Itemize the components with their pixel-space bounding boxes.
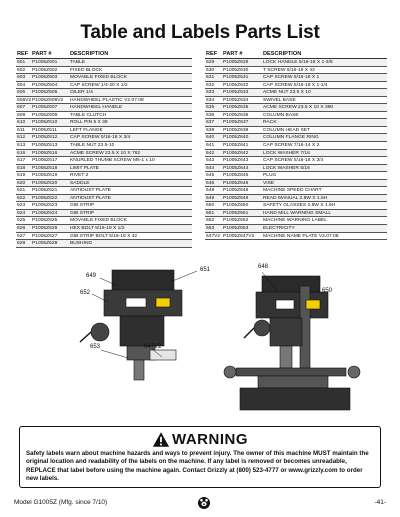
table-row xyxy=(205,195,387,203)
cell-ref: 613 xyxy=(17,143,26,149)
cell-part: P1005Z645 xyxy=(223,173,249,179)
cell-ref: 617 xyxy=(17,158,26,164)
cell-description: T SCREW 5/16-18 X 42 xyxy=(263,67,315,73)
cell-part: P1005Z642 xyxy=(223,150,249,156)
cell-part: P1005Z652 xyxy=(223,218,249,224)
machine-illustration xyxy=(0,262,400,420)
table-row xyxy=(16,240,192,248)
table-row xyxy=(205,225,387,233)
grizzly-bear-logo-icon xyxy=(198,497,210,509)
cell-part: P1005Z636 xyxy=(223,112,249,118)
cell-part: P1005Z616 xyxy=(32,150,58,156)
table-row xyxy=(16,119,192,127)
cell-part: P1005Z651 xyxy=(223,210,249,216)
cell-description: LOCK WASHER 7/16 xyxy=(263,150,310,156)
cell-description: ANTIDUST PLATE xyxy=(70,188,111,194)
cell-description: HEX BOLT 5/16-18 X 1/2 xyxy=(70,226,125,232)
cell-description: TABLE NUT 23.5-10 xyxy=(70,143,115,149)
cell-part: P1005Z640 xyxy=(223,135,249,141)
cell-ref: 640 xyxy=(206,135,215,141)
cell-description: GIB STRIP xyxy=(70,203,95,209)
cell-part: P1005Z621 xyxy=(32,188,58,194)
cell-description: BUSHING xyxy=(70,241,93,247)
cell-description: ACME NUT 23.5 X 10 xyxy=(263,90,311,96)
cell-part: P1005Z603 xyxy=(32,75,58,81)
cell-ref: 643 xyxy=(206,158,215,164)
cell-description: GIB STRIP xyxy=(70,210,95,216)
table-row xyxy=(16,74,192,82)
table-row xyxy=(16,233,192,241)
cell-part: P1005Z637 xyxy=(223,120,249,126)
cell-ref: 635 xyxy=(206,105,215,111)
cell-part: P1005Z625 xyxy=(32,218,58,224)
table-row xyxy=(205,157,387,165)
table-header xyxy=(205,50,387,58)
cell-part: P1005Z626 xyxy=(32,226,58,232)
table-row xyxy=(205,165,387,173)
table-row xyxy=(205,59,387,67)
cell-ref: 642 xyxy=(206,150,215,156)
table-row xyxy=(16,97,192,105)
header-part: PART # xyxy=(32,51,52,57)
cell-part: P1005Z650 xyxy=(223,203,249,209)
table-row xyxy=(16,157,192,165)
cell-description: COLUMN BASE xyxy=(263,112,299,118)
cell-ref: 630 xyxy=(206,67,215,73)
footer-page-number: -41- xyxy=(374,499,386,506)
cell-part: P1005Z633 xyxy=(223,90,249,96)
cell-ref: 638 xyxy=(206,127,215,133)
cell-ref: 652 xyxy=(206,218,215,224)
table-row xyxy=(16,150,192,158)
cell-part: P1005Z601 xyxy=(32,60,58,65)
cell-part: P1005Z624 xyxy=(32,210,58,216)
cell-description: RACK xyxy=(263,120,277,126)
footer-model: Model G1005Z (Mfg. since 7/10) xyxy=(14,499,108,506)
cell-description: ELECTRICITY xyxy=(263,226,295,232)
cell-ref: 609 xyxy=(17,112,26,118)
cell-description: MOVABLE FIXED BLOCK xyxy=(70,75,127,81)
cell-description: MACHINE NAME PLATE V2.07.08 xyxy=(263,233,339,239)
table-rows xyxy=(205,58,387,240)
table-row xyxy=(16,195,192,203)
cell-ref: 607 xyxy=(17,105,26,111)
cell-ref: 653 xyxy=(206,226,215,232)
cell-description: CAP SCREW 7/16-14 X 2 xyxy=(263,143,320,149)
cell-description: GIB STRIP BOLT 5/16-18 X 42 xyxy=(70,233,138,239)
cell-part: P1005Z634 xyxy=(223,97,249,103)
header-ref: REF xyxy=(206,51,218,57)
cell-part: P1005Z648 xyxy=(223,188,249,194)
table-header xyxy=(16,50,192,58)
cell-part: P1005Z646 xyxy=(223,180,249,186)
table-row xyxy=(205,202,387,210)
cell-description: SWIVEL BASE xyxy=(263,97,296,103)
cell-description: READ MANUAL 2.8W X 1.5H xyxy=(263,195,328,201)
cell-description: TABLE CLUTCH xyxy=(70,112,107,118)
cell-part: P1005Z606V2 xyxy=(32,97,64,103)
cell-ref: 627 xyxy=(17,233,26,239)
table-row xyxy=(205,187,387,195)
warning-box xyxy=(19,426,381,488)
cell-ref: 647V2 xyxy=(206,233,221,239)
table-row xyxy=(205,217,387,225)
cell-part: P1005Z638 xyxy=(223,127,249,133)
table-row xyxy=(16,82,192,90)
table-row xyxy=(16,142,192,150)
table-row xyxy=(205,134,387,142)
table-row xyxy=(16,202,192,210)
cell-ref: 601 xyxy=(17,60,26,65)
cell-ref: 602 xyxy=(17,67,26,73)
cell-description: SAFETY GLASSES 2.8W X 1.5H xyxy=(263,203,336,209)
page-title: Table and Labels Parts List xyxy=(80,22,320,43)
table-row xyxy=(16,67,192,75)
cell-part: P1005Z631 xyxy=(223,75,249,81)
cell-part: P1005Z609 xyxy=(32,112,58,118)
cell-ref: 611 xyxy=(17,127,25,133)
header-part: PART # xyxy=(223,51,243,57)
table-row xyxy=(205,104,387,112)
cell-ref: 620 xyxy=(17,180,26,186)
table-row xyxy=(16,127,192,135)
cell-part: P1005Z628 xyxy=(32,241,58,247)
callout-653: 653 xyxy=(90,344,101,350)
table-row xyxy=(16,134,192,142)
cell-description: CAP SCREW 1/4-20 X 1/2 xyxy=(70,82,128,88)
cell-ref: 605 xyxy=(17,90,26,96)
cell-description: RIVET 2 xyxy=(70,173,89,179)
table-row xyxy=(16,172,192,180)
cell-description: TABLE xyxy=(70,60,86,65)
table-row xyxy=(205,233,387,241)
cell-part: P1005Z610 xyxy=(32,120,58,126)
table-row xyxy=(205,97,387,105)
machine-diagram xyxy=(0,262,400,420)
table-row xyxy=(205,74,387,82)
cell-part: P1005Z629 xyxy=(223,60,249,65)
cell-part: P1005Z644 xyxy=(223,165,249,171)
callout-649: 649 xyxy=(86,273,97,279)
table-row xyxy=(16,217,192,225)
callout-647v2: 647V2 xyxy=(144,344,162,350)
table-row xyxy=(205,210,387,218)
table-row xyxy=(205,142,387,150)
cell-ref: 606V2 xyxy=(17,97,32,103)
cell-ref: 641 xyxy=(206,143,215,149)
cell-ref: 628 xyxy=(17,241,26,247)
cell-description: SADDLE xyxy=(70,180,90,186)
header-ref: REF xyxy=(17,51,29,57)
cell-ref: 604 xyxy=(17,82,26,88)
cell-ref: 634 xyxy=(206,97,215,103)
cell-part: P1005Z602 xyxy=(32,67,58,73)
cell-part: P1005Z620 xyxy=(32,180,58,186)
cell-description: LOCK HANDLE 5/16-18 X 1-3/8 xyxy=(263,60,333,65)
cell-ref: 622 xyxy=(17,195,26,201)
cell-ref: 616 xyxy=(17,150,26,156)
table-row xyxy=(205,150,387,158)
cell-ref: 631 xyxy=(206,75,215,81)
table-row xyxy=(205,127,387,135)
cell-ref: 603 xyxy=(17,75,26,81)
cell-ref: 610 xyxy=(17,120,26,126)
warning-title: WARNING xyxy=(172,431,248,448)
table-row xyxy=(205,89,387,97)
cell-part: P1005Z613 xyxy=(32,143,58,149)
cell-ref: 625 xyxy=(17,218,26,224)
cell-ref: 637 xyxy=(206,120,215,126)
cell-description: COLUMN HEAD SET xyxy=(263,127,311,133)
cell-ref: 618 xyxy=(17,165,26,171)
callout-648: 648 xyxy=(258,264,269,270)
cell-ref: 624 xyxy=(17,210,26,216)
cell-part: P1005Z617 xyxy=(32,158,58,164)
cell-description: MOVABLE FIXED BLOCK xyxy=(70,218,127,224)
cell-ref: 636 xyxy=(206,112,215,118)
cell-description: COLUMN FLANGE RING xyxy=(263,135,319,141)
warning-triangle-icon xyxy=(152,431,170,448)
cell-description: FIXED BLOCK xyxy=(70,67,103,73)
table-row xyxy=(205,180,387,188)
cell-part: P1005Z643 xyxy=(223,158,249,164)
callout-650: 650 xyxy=(322,288,333,294)
cell-part: P1005Z627 xyxy=(32,233,58,239)
table-row xyxy=(16,225,192,233)
cell-part: P1005Z607 xyxy=(32,105,58,111)
header-description: DESCRIPTION xyxy=(263,51,302,57)
cell-description: CAP SCREW 5/16-18 X 3/4 xyxy=(263,158,324,164)
callout-651: 651 xyxy=(200,267,211,273)
cell-description: ANTIDUST PLATE xyxy=(70,195,111,201)
cell-ref: 632 xyxy=(206,82,215,88)
cell-ref: 612 xyxy=(17,135,26,141)
cell-ref: 626 xyxy=(17,226,26,232)
cell-part: P1005Z612 xyxy=(32,135,58,141)
table-rows xyxy=(16,58,192,248)
cell-description: CAP SCREW 5/16-18 X 3/4 xyxy=(70,135,131,141)
cell-ref: 619 xyxy=(17,173,26,179)
cell-description: LIMIT PLATE xyxy=(70,165,99,171)
table-row xyxy=(205,172,387,180)
table-row xyxy=(205,112,387,120)
cell-part: P1005Z618 xyxy=(32,165,58,171)
cell-description: OILER 1/4 xyxy=(70,90,93,96)
cell-part: P1005Z622 xyxy=(32,195,58,201)
cell-description: CAP SCREW 5/16-18 X 1 xyxy=(263,75,320,81)
cell-part: P1005Z623 xyxy=(32,203,58,209)
cell-ref: 645 xyxy=(206,173,215,179)
table-row xyxy=(16,210,192,218)
cell-part: P1005Z641 xyxy=(223,143,249,149)
cell-part: P1005Z635 xyxy=(223,105,249,111)
cell-ref: 648 xyxy=(206,188,215,194)
cell-part: P1005Z619 xyxy=(32,173,58,179)
table-row xyxy=(16,59,192,67)
cell-description: CAP SCREW 5/16-18 X 1-1/4 xyxy=(263,82,328,88)
parts-table-right xyxy=(205,50,387,240)
cell-ref: 633 xyxy=(206,90,215,96)
cell-part: P1005Z604 xyxy=(32,82,58,88)
cell-part: P1005Z630 xyxy=(223,67,249,73)
cell-description: MACHINE WARNING LABEL xyxy=(263,218,327,224)
table-row xyxy=(205,82,387,90)
cell-description: LEFT FLANGE xyxy=(70,127,103,133)
table-row xyxy=(205,119,387,127)
warning-header xyxy=(20,430,380,449)
callout-652: 652 xyxy=(80,290,91,296)
cell-part: P1005Z611 xyxy=(32,127,57,133)
cell-ref: 650 xyxy=(206,203,215,209)
cell-part: P1005Z605 xyxy=(32,90,58,96)
table-row xyxy=(16,112,192,120)
warning-text: Safety labels warn about machine hazards and ways to prevent injury. The owner of this machine MUST maintain the original location and readability of the labels on the machine. If any label is removed or becomes unreadable, REPLACE that label before using the machine again. Contact Grizzly at (800) 523-4777 or www.grizzly.com to order new labels. xyxy=(26,450,369,482)
parts-table-left xyxy=(16,50,192,248)
cell-ref: 621 xyxy=(17,188,26,194)
cell-ref: 644 xyxy=(206,165,215,171)
cell-description: HAND MILL WARNING SMALL xyxy=(263,210,332,216)
cell-description: ROLL PIN 5 X 38 xyxy=(70,120,108,126)
cell-description: HANDWHEEL HANDLE xyxy=(70,105,123,111)
cell-description: PLUG xyxy=(263,173,277,179)
cell-description: ACME SCREW 23.5 X 10 X 390 xyxy=(263,105,334,111)
table-row xyxy=(16,187,192,195)
cell-description: ACME SCREW 23.5 X 10 X 762 xyxy=(70,150,141,156)
header-description: DESCRIPTION xyxy=(70,51,109,57)
cell-description: VISE xyxy=(263,180,275,186)
cell-part: P1005Z647V2 xyxy=(223,233,255,239)
cell-ref: 651 xyxy=(206,210,215,216)
cell-description: KNURLED THUMB SCREW M6-1 x 10 xyxy=(70,158,155,164)
cell-ref: 649 xyxy=(206,195,215,201)
cell-description: LOCK WASHER 5/16 xyxy=(263,165,310,171)
table-row xyxy=(205,67,387,75)
cell-part: P1005Z649 xyxy=(223,195,249,201)
cell-description: MACHINE SPEED CHART xyxy=(263,188,322,194)
table-row xyxy=(16,104,192,112)
cell-ref: 623 xyxy=(17,203,26,209)
page-footer xyxy=(12,497,388,509)
table-row xyxy=(16,89,192,97)
table-row xyxy=(16,165,192,173)
cell-ref: 646 xyxy=(206,180,215,186)
table-row xyxy=(16,180,192,188)
cell-ref: 629 xyxy=(206,60,215,65)
cell-part: P1005Z632 xyxy=(223,82,249,88)
cell-description: HANDWHEEL PLASTIC V2.07.08 xyxy=(70,97,144,103)
cell-part: P1005Z653 xyxy=(223,226,249,232)
